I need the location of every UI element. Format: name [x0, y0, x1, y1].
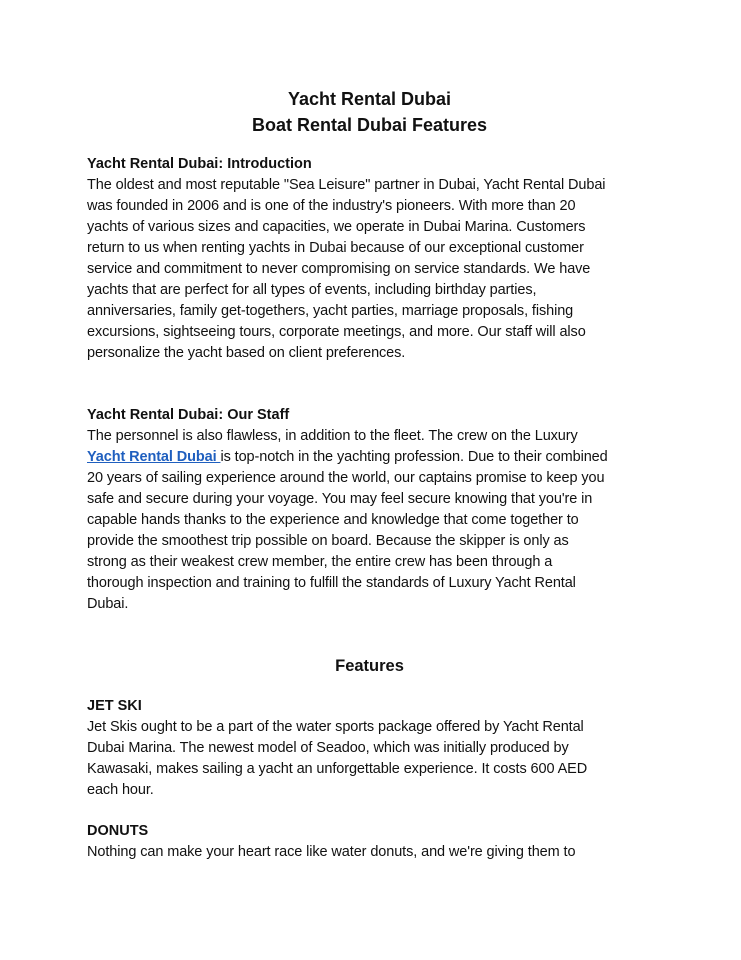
- intro-paragraph: [87, 175, 652, 364]
- intro-line: anniversaries, family get-togethers, yacht parties, marriage proposals, fishing: [87, 303, 574, 319]
- intro-line: personalize the yacht based on client preferences.: [87, 345, 406, 361]
- donuts-line: Nothing can make your heart race like water donuts, and we're giving them to: [87, 844, 576, 860]
- intro-line: excursions, sightseeing tours, corporate meetings, and more. Our staff will also: [87, 324, 586, 340]
- staff-line-with-link: [87, 447, 652, 468]
- jetski-heading: JET SKI: [87, 698, 142, 714]
- jetski-line: each hour.: [87, 782, 154, 798]
- staff-heading: Yacht Rental Dubai: Our Staff: [87, 407, 290, 423]
- spacer: [87, 615, 652, 655]
- intro-line: yachts of various sizes and capacities, we operate in Dubai Marina. Customers: [87, 219, 586, 235]
- jetski-line: Kawasaki, makes sailing a yacht an unforgettable experience. It costs 600 AED: [87, 761, 588, 777]
- features-heading: Features: [335, 657, 404, 675]
- intro-line: yachts that are perfect for all types of events, including birthday parties,: [87, 282, 537, 298]
- intro-line: The oldest and most reputable "Sea Leisure" partner in Dubai, Yacht Rental Dubai: [87, 177, 606, 193]
- intro-line: service and commitment to never compromising on service standards. We have: [87, 261, 591, 277]
- intro-line: return to us when renting yachts in Dubai because of our exceptional customer: [87, 240, 584, 256]
- staff-line: The personnel is also flawless, in addition to the fleet. The crew on the Luxury: [87, 428, 578, 444]
- jetski-line: Dubai Marina. The newest model of Seadoo, which was initially produced by: [87, 740, 569, 756]
- document-title: Yacht Rental Dubai: [287, 89, 452, 109]
- jetski-paragraph: [87, 717, 652, 801]
- staff-line: 20 years of sailing experience around the world, our captains promise to keep you: [87, 470, 605, 486]
- spacer: [87, 677, 652, 696]
- document-page: [87, 86, 652, 863]
- intro-line: was founded in 2006 and is one of the industry's pioneers. With more than 20: [87, 198, 576, 214]
- staff-paragraph: [87, 426, 652, 615]
- staff-line-text: is top-notch in the yachting profession. Due to their combined: [220, 449, 608, 465]
- document-subtitle: Boat Rental Dubai Features: [251, 115, 488, 135]
- spacer: [87, 138, 652, 154]
- staff-line: capable hands thanks to the experience and knowledge that come together to: [87, 512, 579, 528]
- staff-line: Dubai.: [87, 596, 129, 612]
- spacer: [87, 801, 652, 821]
- spacer: [87, 364, 652, 405]
- donuts-heading: DONUTS: [87, 823, 149, 839]
- staff-line: safe and secure during your voyage. You may feel secure knowing that you're in: [87, 491, 593, 507]
- donuts-paragraph: [87, 842, 652, 863]
- intro-heading: Yacht Rental Dubai: Introduction: [87, 156, 312, 172]
- staff-line: thorough inspection and training to fulfill the standards of Luxury Yacht Rental: [87, 575, 576, 591]
- staff-line: provide the smoothest trip possible on board. Because the skipper is only as: [87, 533, 569, 549]
- jetski-line: Jet Skis ought to be a part of the water sports package offered by Yacht Rental: [87, 719, 584, 735]
- yacht-rental-dubai-link[interactable]: Yacht Rental Dubai: [87, 449, 221, 465]
- staff-line: strong as their weakest crew member, the entire crew has been through a: [87, 554, 553, 570]
